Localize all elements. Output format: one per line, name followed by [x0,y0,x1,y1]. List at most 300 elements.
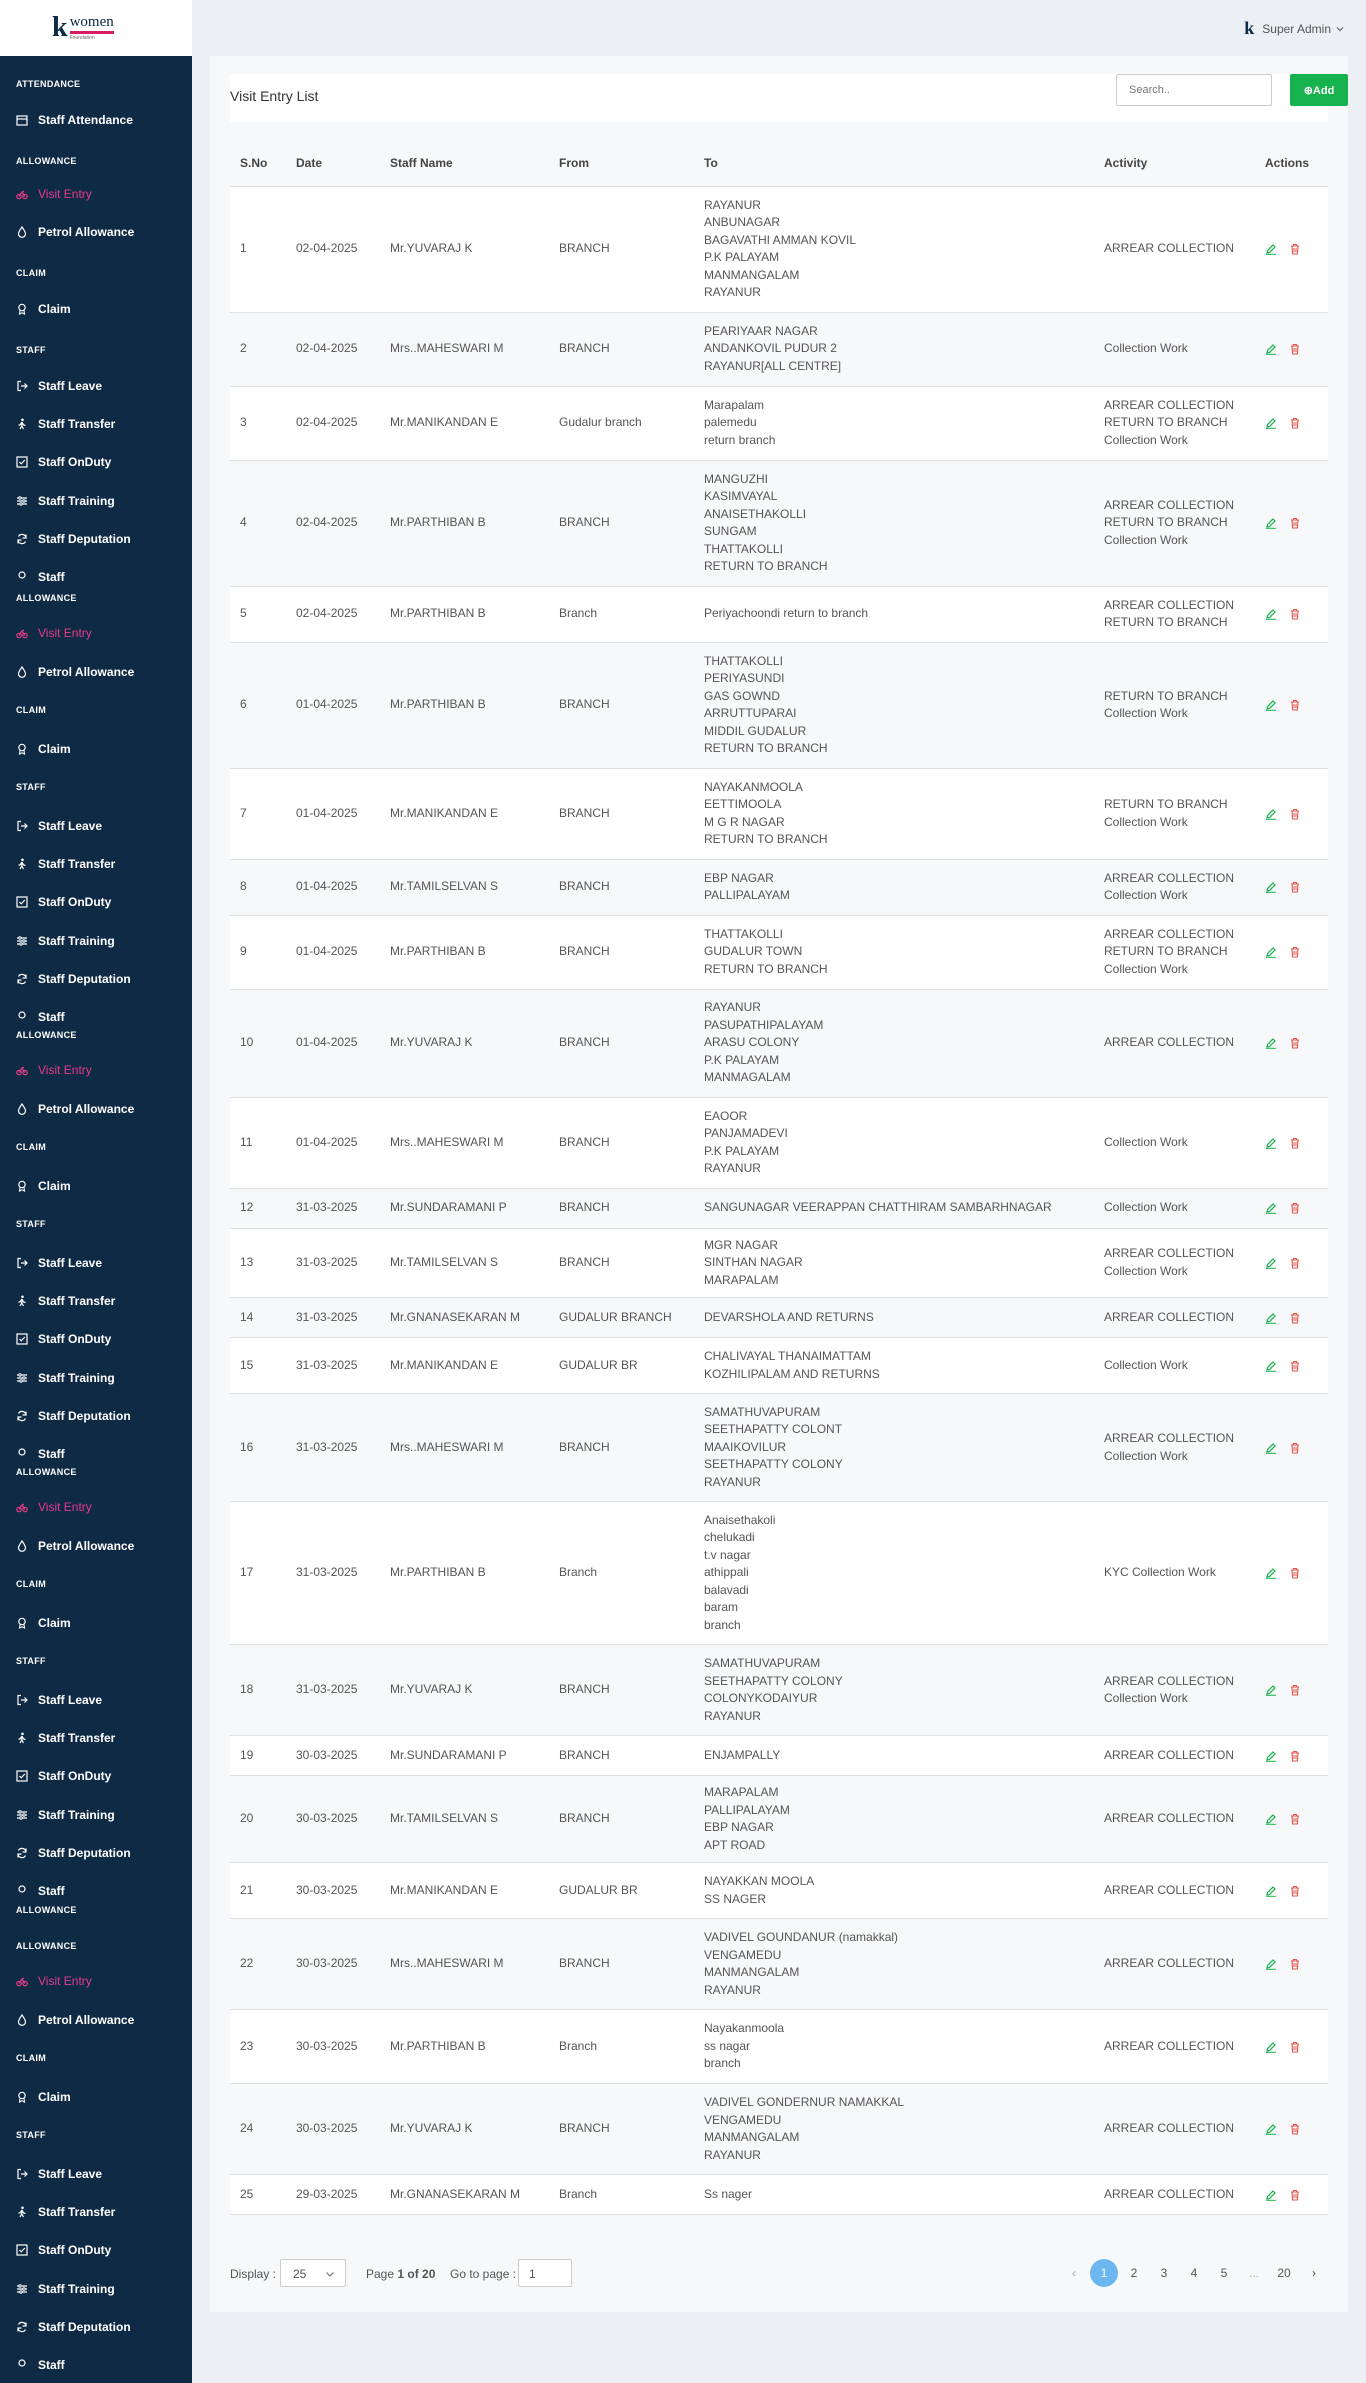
page-20-button[interactable]: 20 [1277,2266,1291,2280]
delete-icon[interactable] [1289,1958,1301,1970]
cell-activity [1094,859,1255,915]
sidebar-item-staff-training[interactable] [16,1371,115,1385]
delete-icon[interactable] [1289,608,1301,620]
sidebar-item-label: Staff Deputation [38,1846,131,1860]
sidebar-item-label: Staff Leave [38,1256,103,1270]
cell-date: 30-03-2025 [286,1919,380,2010]
sidebar-item-staff-attendance[interactable] [16,113,133,127]
cell-from: BRANCH [549,1919,694,2010]
cell-date: 30-03-2025 [286,2084,380,2175]
delete-icon[interactable] [1289,2189,1301,2201]
award-icon [16,743,28,755]
to-line: RETURN TO BRANCH [704,832,828,846]
to-line: MANMANGALAM [704,1965,800,1979]
delete-icon[interactable] [1289,881,1301,893]
sidebar-item-visit-entry[interactable] [16,1974,92,1988]
sidebar-item-petrol-allowance[interactable] [16,665,134,679]
cell-date: 31-03-2025 [286,1188,380,1228]
activity-line: ARREAR COLLECTION [1104,597,1235,612]
delete-icon[interactable] [1289,2041,1301,2053]
to-line: baram [704,1600,739,1615]
topbar [192,0,1366,56]
edit-icon[interactable] [1265,1567,1277,1579]
cell-date: 01-04-2025 [286,915,380,989]
column-header: Actions [1255,140,1328,186]
cell-from: Branch [549,2175,694,2215]
sidebar-item-staff-leave[interactable] [16,1693,102,1707]
sidebar-item-staff-training[interactable] [16,2282,115,2296]
sidebar-item-staff-more[interactable] [16,1884,65,1898]
delete-icon[interactable] [1289,1684,1301,1696]
edit-icon[interactable] [1265,2041,1277,2053]
brand-logo[interactable] [0,0,192,56]
sidebar-item-staff-deputation[interactable] [16,2320,131,2334]
activity-line: Collection Work [1104,961,1188,976]
pagination-ellipsis: ... [1248,2266,1259,2280]
row-actions [1265,1958,1328,1970]
sidebar-item-staff-leave[interactable] [16,379,102,393]
cell-actions [1255,859,1328,915]
logout-icon [16,1694,28,1706]
row-actions [1265,2123,1328,2135]
to-line: THATTAKOLLI [704,653,783,668]
edit-icon[interactable] [1265,417,1277,429]
edit-icon[interactable] [1265,1813,1277,1825]
cell-from: BRANCH [549,1776,694,1863]
cell-activity [1094,1097,1255,1188]
award-icon [16,1617,28,1629]
cell-date: 01-04-2025 [286,1097,380,1188]
award-icon [16,1180,28,1192]
edit-icon[interactable] [1265,808,1277,820]
sidebar-item-staff-transfer[interactable] [16,2205,115,2219]
to-line: ARASU COLONY [704,1035,800,1050]
activity-line: Collection Work [1104,532,1188,547]
sidebar-item-petrol-allowance[interactable] [16,2013,134,2027]
page-3-button[interactable]: 3 [1160,2266,1168,2280]
cell-actions [1255,1097,1328,1188]
cell-staff-name: Mr.MANIKANDAN E [380,1338,549,1394]
cell-staff-name: Mr.SUNDARAMANI P [380,1188,549,1228]
cell-to [694,1919,1094,2010]
sidebar-item-visit-entry[interactable] [16,626,92,640]
to-line: PEARIYAAR NAGAR [704,323,818,338]
sidebar-item-label: Staff OnDuty [38,895,112,909]
sidebar-item-label: Claim [38,302,71,316]
sidebar-item-claim[interactable] [16,302,71,316]
table-row [230,186,1328,312]
cell-sno: 19 [230,1736,286,1776]
cell-sno: 25 [230,2175,286,2215]
to-line: PALLIPALAYAM [704,888,790,902]
to-line: RAYANUR [704,285,761,299]
sidebar-section-heading: ALLOWANCE [16,1030,77,1040]
delete-icon[interactable] [1289,2123,1301,2135]
cell-activity [1094,2084,1255,2175]
refresh-icon [16,1847,28,1859]
activity-line: Collection Work [1104,1448,1188,1463]
sidebar-item-staff-transfer[interactable] [16,417,115,431]
cell-to [694,2175,1094,2215]
to-line: branch [704,1617,741,1632]
cell-to [694,989,1094,1097]
cell-from: BRANCH [549,460,694,586]
walking-icon [16,1295,28,1307]
delete-icon[interactable] [1289,699,1301,711]
to-line: ANDANKOVIL PUDUR 2 [704,341,837,356]
bike-icon [16,188,28,200]
delete-icon[interactable] [1289,417,1301,429]
delete-icon[interactable] [1289,946,1301,958]
sidebar-item-staff-more[interactable] [16,570,65,584]
sidebar-item-staff-deputation[interactable] [16,1409,131,1423]
walking-icon [16,2206,28,2218]
activity-line: ARREAR COLLECTION [1104,2121,1235,2136]
search-input[interactable] [1116,74,1272,106]
sidebar-item-label: Staff Transfer [38,1294,116,1308]
edit-icon[interactable] [1265,946,1277,958]
table-row [230,1228,1328,1298]
to-line: VADIVEL GOUNDANUR (namakkal) [704,1930,899,1944]
card-header [230,74,1335,122]
cell-to [694,1736,1094,1776]
delete-icon[interactable] [1289,1750,1301,1762]
sidebar-section-heading: ALLOWANCE [16,593,77,603]
sidebar-item-staff-training[interactable] [16,1808,115,1822]
cell-sno: 3 [230,386,286,460]
to-line: M G R NAGAR [704,814,785,829]
sidebar-item-staff-transfer[interactable] [16,1294,115,1308]
sidebar-item-staff-onduty[interactable] [16,1332,111,1346]
sidebar-item-staff-leave[interactable] [16,1256,102,1270]
cell-actions [1255,312,1328,386]
cell-sno: 7 [230,768,286,859]
table-row [230,2084,1328,2175]
cell-from: BRANCH [549,1394,694,1502]
cell-activity [1094,768,1255,859]
delete-icon[interactable] [1289,808,1301,820]
edit-icon[interactable] [1265,243,1277,255]
row-actions [1265,608,1328,620]
edit-icon[interactable] [1265,1360,1277,1372]
to-line: SS NAGER [704,1891,767,1906]
goto-page-input[interactable]: 1 [518,2259,572,2287]
row-actions [1265,1037,1328,1049]
edit-icon[interactable] [1265,1137,1277,1149]
row-actions [1265,1885,1328,1897]
to-line: THATTAKOLLI [704,926,783,941]
to-line: EBP NAGAR [704,1820,774,1834]
activity-line: Collection Work [1104,1134,1188,1149]
sidebar-item-staff-training[interactable] [16,494,115,508]
to-line: ENJAMPALLY [704,1747,781,1762]
delete-icon[interactable] [1289,343,1301,355]
award-icon [16,303,28,315]
sidebar-section-heading: CLAIM [16,1142,46,1152]
sidebar-item-staff-transfer[interactable] [16,857,115,871]
to-line: MGR NAGAR [704,1237,779,1252]
cell-actions [1255,1228,1328,1298]
cell-from: BRANCH [549,186,694,312]
sidebar-item-label: Staff [38,570,65,584]
to-line: MIDDIL GUDALUR [704,723,807,738]
cell-from: BRANCH [549,1228,694,1298]
sidebar-item-visit-entry[interactable] [16,1063,92,1077]
delete-icon[interactable] [1289,1813,1301,1825]
to-line: NAYAKKAN MOOLA [704,1874,815,1888]
activity-line: ARREAR COLLECTION [1104,1246,1235,1261]
edit-icon[interactable] [1265,2189,1277,2201]
activity-line: Collection Work [1104,814,1188,829]
sidebar-item-label: Staff Training [38,2282,115,2296]
cell-actions [1255,460,1328,586]
cell-date: 31-03-2025 [286,1645,380,1736]
cell-from: BRANCH [549,915,694,989]
cell-sno: 11 [230,1097,286,1188]
delete-icon[interactable] [1289,1567,1301,1579]
cell-staff-name: Mr.PARTHIBAN B [380,915,549,989]
sidebar-item-petrol-allowance[interactable] [16,225,134,239]
sidebar-section-heading: ATTENDANCE [16,79,81,89]
page-4-button[interactable]: 4 [1190,2266,1198,2280]
delete-icon[interactable] [1289,1360,1301,1372]
display-label: Display : [230,2267,277,2281]
cell-from: Gudalur branch [549,386,694,460]
edit-icon[interactable] [1265,1037,1277,1049]
to-line: MARAPALAM [704,1272,779,1287]
sliders-icon [16,1809,28,1821]
table-row [230,1776,1328,1863]
edit-icon[interactable] [1265,517,1277,529]
page-of-text [366,2267,435,2281]
delete-icon[interactable] [1289,1885,1301,1897]
sidebar-item-label: Staff OnDuty [38,1332,112,1346]
chevron-down-icon [325,2268,335,2282]
cell-staff-name: Mr.MANIKANDAN E [380,1863,549,1919]
to-line: chelukadi [704,1530,755,1545]
activity-line: Collection Work [1104,1263,1188,1278]
cell-from: Branch [549,2010,694,2084]
delete-icon[interactable] [1289,243,1301,255]
cell-sno: 21 [230,1863,286,1919]
sidebar-item-staff-more[interactable] [16,2358,65,2372]
sidebar-item-label: Staff Training [38,1371,115,1385]
to-line: MANGUZHI [704,471,768,486]
cell-actions [1255,1736,1328,1776]
user-menu[interactable] [1244,18,1344,39]
delete-icon[interactable] [1289,1442,1301,1454]
cell-staff-name: Mr.YUVARAJ K [380,2084,549,2175]
plus-circle-icon: ⊕ [1303,84,1313,97]
sidebar-item-staff-onduty[interactable] [16,1769,111,1783]
sidebar-item-staff-more[interactable] [16,1447,65,1461]
page-2-button[interactable]: 2 [1130,2266,1138,2280]
edit-icon[interactable] [1265,1257,1277,1269]
sidebar-section-heading: ALLOWANCE [16,1941,77,1951]
walking-icon [16,1732,28,1744]
to-line: DEVARSHOLA AND RETURNS [704,1309,874,1324]
edit-icon[interactable] [1265,608,1277,620]
sidebar-item-label: Staff [38,1447,65,1461]
edit-icon[interactable] [1265,1750,1277,1762]
cell-actions [1255,186,1328,312]
to-line: RAYANUR [704,2147,761,2162]
to-line: APT ROAD [704,1837,766,1852]
cell-date: 30-03-2025 [286,1863,380,1919]
sidebar-item-label: Staff Training [38,1808,115,1822]
to-line: MARAPALAM [704,1785,779,1799]
edit-icon[interactable] [1265,343,1277,355]
cell-activity [1094,1394,1255,1502]
sidebar-item-claim[interactable] [16,742,71,756]
sidebar-item-petrol-allowance[interactable] [16,1539,134,1553]
cell-sno: 16 [230,1394,286,1502]
delete-icon[interactable] [1289,1137,1301,1149]
cell-sno: 9 [230,915,286,989]
row-actions [1265,808,1328,820]
sidebar-item-claim[interactable] [16,1616,71,1630]
sidebar-item-visit-entry[interactable] [16,1500,92,1514]
person-icon [16,2359,28,2371]
delete-icon[interactable] [1289,517,1301,529]
cell-actions [1255,1338,1328,1394]
cell-staff-name: Mr.MANIKANDAN E [380,768,549,859]
cell-to [694,1097,1094,1188]
cell-date: 02-04-2025 [286,186,380,312]
cell-staff-name: Mr.GNANASEKARAN M [380,1298,549,1338]
sidebar-item-claim[interactable] [16,1179,71,1193]
sidebar-item-staff-onduty[interactable] [16,895,111,909]
table-row [230,312,1328,386]
page-5-button[interactable]: 5 [1220,2266,1228,2280]
cell-actions [1255,915,1328,989]
logo-mark-icon: k [52,12,68,43]
sidebar-item-label: Claim [38,742,71,756]
to-line: KOZHILIPALAM AND RETURNS [704,1366,880,1381]
cell-from: BRANCH [549,1188,694,1228]
cell-to [694,312,1094,386]
to-line: SUNGAM [704,524,757,538]
to-line: palemedu [704,415,757,430]
row-actions [1265,243,1328,255]
cell-actions [1255,386,1328,460]
edit-icon[interactable] [1265,1684,1277,1696]
column-header: S.No [230,140,286,186]
sidebar-item-staff-leave[interactable] [16,819,102,833]
sidebar-item-staff-more[interactable] [16,1010,65,1024]
to-line: VADIVEL GONDERNUR NAMAKKAL [704,2095,905,2109]
prev-page-button[interactable]: ‹ [1072,2266,1076,2280]
edit-icon[interactable] [1265,1312,1277,1324]
cell-actions [1255,2084,1328,2175]
table-row [230,989,1328,1097]
goto-label: Go to page : [450,2267,517,2281]
cell-to [694,2084,1094,2175]
display-select[interactable] [280,2259,346,2287]
activity-line: ARREAR COLLECTION [1104,1747,1235,1762]
delete-icon[interactable] [1289,1257,1301,1269]
sidebar-item-visit-entry[interactable] [16,187,92,201]
edit-icon[interactable] [1265,2123,1277,2135]
row-actions [1265,417,1328,429]
sidebar-item-petrol-allowance[interactable] [16,1102,134,1116]
cell-staff-name: Mr.YUVARAJ K [380,1645,549,1736]
to-line: Ss nager [704,2186,753,2201]
cell-to [694,460,1094,586]
refresh-icon [16,2321,28,2333]
sliders-icon [16,1372,28,1384]
cell-staff-name: Mr.TAMILSELVAN S [380,859,549,915]
sidebar-section-heading: STAFF [16,782,46,792]
sidebar-item-label: Petrol Allowance [38,225,135,239]
cell-actions [1255,642,1328,768]
add-button[interactable] [1290,74,1348,106]
edit-icon[interactable] [1265,1202,1277,1214]
cell-staff-name: Mr.YUVARAJ K [380,186,549,312]
sidebar-item-staff-onduty[interactable] [16,2243,111,2257]
cell-date: 29-03-2025 [286,2175,380,2215]
activity-line: ARREAR COLLECTION [1104,1673,1235,1688]
sidebar-item-claim[interactable] [16,2090,71,2104]
sidebar-item-staff-deputation[interactable] [16,1846,131,1860]
row-actions [1265,1360,1328,1372]
cell-sno: 18 [230,1645,286,1736]
sidebar-item-staff-training[interactable] [16,934,115,948]
delete-icon[interactable] [1289,1037,1301,1049]
cell-activity [1094,1645,1255,1736]
table-row [230,2175,1328,2215]
sidebar-item-staff-onduty[interactable] [16,455,111,469]
sidebar-item-label: Visit Entry [38,1974,92,1988]
sidebar-item-staff-transfer[interactable] [16,1731,115,1745]
display-value: 25 [293,2267,307,2281]
table-row [230,1097,1328,1188]
sidebar-item-staff-leave[interactable] [16,2167,102,2181]
cell-sno: 24 [230,2084,286,2175]
cell-actions [1255,2010,1328,2084]
sidebar-item-staff-deputation[interactable] [16,532,131,546]
cell-activity [1094,1228,1255,1298]
edit-icon[interactable] [1265,881,1277,893]
sidebar-item-label: Petrol Allowance [38,2013,135,2027]
cell-to [694,2010,1094,2084]
next-page-button[interactable]: › [1312,2266,1316,2280]
edit-icon[interactable] [1265,699,1277,711]
table-header-row [230,140,1328,186]
edit-icon[interactable] [1265,1442,1277,1454]
sidebar-item-label: Claim [38,1616,71,1630]
delete-icon[interactable] [1289,1312,1301,1324]
edit-icon[interactable] [1265,1885,1277,1897]
cell-sno: 10 [230,989,286,1097]
logout-icon [16,380,28,392]
delete-icon[interactable] [1289,1202,1301,1214]
table-row [230,1298,1328,1338]
main-content [210,56,1348,2312]
page-1-button[interactable]: 1 [1090,2259,1118,2287]
cell-sno: 5 [230,586,286,642]
to-line: P.K PALAYAM [704,1143,780,1158]
sidebar-item-staff-deputation[interactable] [16,972,131,986]
sidebar-item-label: Staff Leave [38,1693,103,1707]
to-line: Periyachoondi return to branch [704,606,869,621]
cell-activity [1094,1776,1255,1863]
to-line: PERIYASUNDI [704,671,785,685]
row-actions [1265,1202,1328,1214]
sidebar-section-heading: CLAIM [16,2053,46,2063]
edit-icon[interactable] [1265,1958,1277,1970]
cell-sno: 23 [230,2010,286,2084]
